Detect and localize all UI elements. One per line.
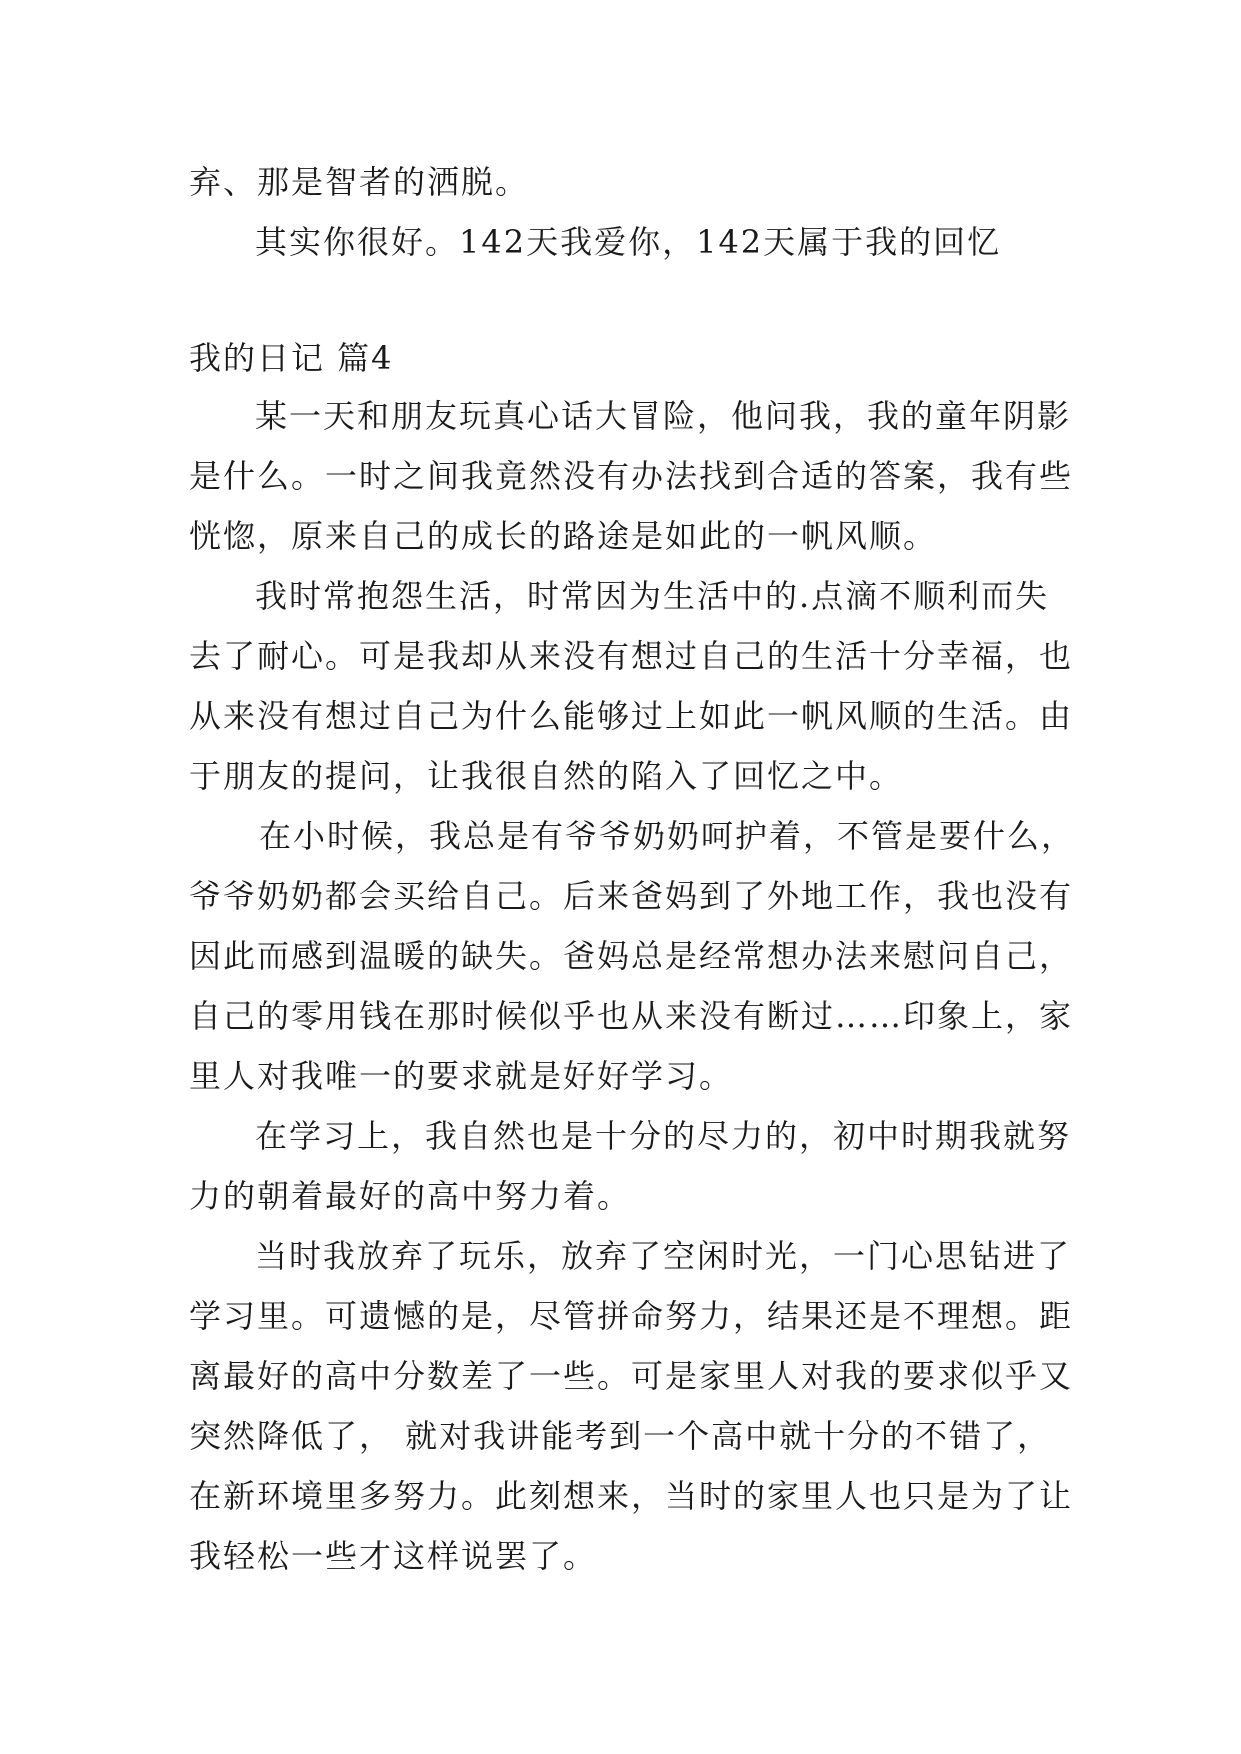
text-line: 恍惚，原来自己的成长的路途是如此的一帆风顺。 <box>189 517 938 555</box>
text-line: 去了耐心。可是我却从来没有想过自己的生活十分幸福，也 <box>189 637 1074 675</box>
text-line: 因此而感到温暖的缺失。爸妈总是经常想办法来慰问自己， <box>189 937 1074 975</box>
text-line: 于朋友的提问，让我很自然的陷入了回忆之中。 <box>189 757 904 795</box>
text-line: 在学习上，我自然也是十分的尽力的，初中时期我就努 <box>255 1117 1072 1155</box>
text-line: 其实你很好。142天我爱你，142天属于我的回忆 <box>255 223 1002 261</box>
text-line: 我时常抱怨生活，时常因为生活中的.点滴不顺利而失 <box>255 577 1050 615</box>
text-line: 学习里。可遗憾的是，尽管拼命努力，结果还是不理想。距 <box>189 1297 1074 1335</box>
text-line: 突然降低了， 就对我讲能考到一个高中就十分的不错了， <box>189 1417 1052 1455</box>
text-line: 当时我放弃了玩乐，放弃了空闲时光，一门心思钻进了 <box>255 1237 1072 1275</box>
section-heading: 我的日记 篇4 <box>189 339 394 377</box>
text-line: 我轻松一些才这样说罢了。 <box>189 1537 598 1575</box>
text-line: 在小时候，我总是有爷爷奶奶呵护着，不管是要什么， <box>259 817 1076 855</box>
text-line: 弃、那是智者的洒脱。 <box>189 163 530 201</box>
text-line: 里人对我唯一的要求就是好好学习。 <box>189 1057 734 1095</box>
text-line: 是什么。一时之间我竟然没有办法找到合适的答案，我有些 <box>189 457 1074 495</box>
text-line: 在新环境里多努力。此刻想来，当时的家里人也只是为了让 <box>189 1477 1074 1515</box>
text-line: 自己的零用钱在那时候似乎也从来没有断过……印象上，家 <box>189 997 1074 1035</box>
text-line: 从来没有想过自己为什么能够过上如此一帆风顺的生活。由 <box>189 697 1074 735</box>
text-line: 离最好的高中分数差了一些。可是家里人对我的要求似乎又 <box>189 1357 1074 1395</box>
text-line: 爷爷奶奶都会买给自己。后来爸妈到了外地工作，我也没有 <box>189 877 1074 915</box>
text-line: 某一天和朋友玩真心话大冒险，他问我，我的童年阴影 <box>255 397 1072 435</box>
text-line: 力的朝着最好的高中努力着。 <box>189 1177 632 1215</box>
